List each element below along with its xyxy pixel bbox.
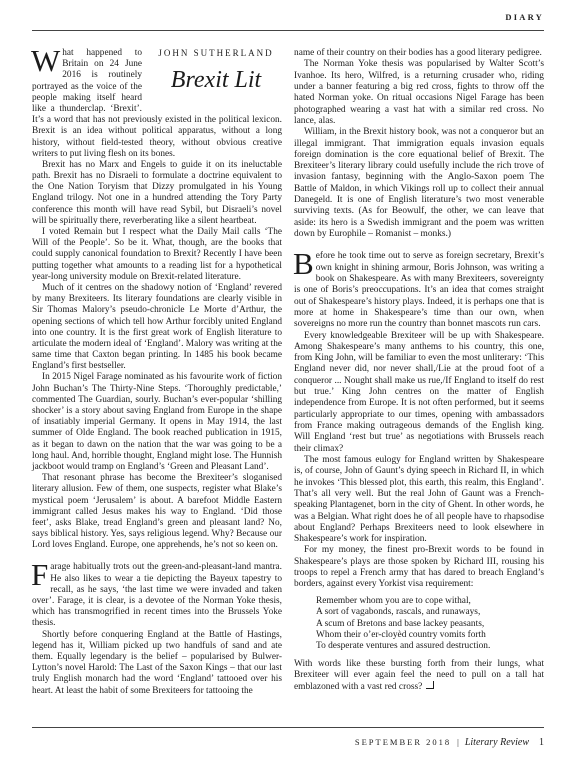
paragraph: Shortly before conquering England at the Battle of Hastings, legend has it, William picked up two handfuls of sand and ate them. Equally legendary is the belief – popularised by Bulwer-Lytton’s novel Harold: The Last of the Saxon Kings – that our last truly English monarch had the word ‘England’ tattooed over his heart. At least the habit of some Brexiteers for tattooing the — [32, 629, 282, 696]
paragraph: For my money, the finest pro-Brexit words to be found in Shakespeare’s plays are those spoken by Richard III, rousing his troops to repel a French army that has dared to breach England’s borders, against every Yorkist visa requirement: — [294, 545, 544, 590]
paragraph: The Norman Yoke thesis was popularised by Walter Scott’s Ivanhoe. Its hero, Wilfred, is a returning crusader who, riding under a banner featuring a big red cross, fights to throw off the hated Norman yoke. On ritual occasions Nigel Farage has been photographed wearing a vast hat with a similar red cross. No lance, alas. — [294, 59, 544, 126]
paragraph: Much of it centres on the shadowy notion of ‘England’ revered by many Brexiteers. Its literary foundations are clearly visible in Sir Thomas Malory’s pseudo-chronicle Le Morte d’Arthur, the opening sections of which tell how Arthur forcibly united England into one country. It is the first great work of English literature to articulate the modern ideal of ‘England’. Malory was writing at the same time that Caxton began printing. In 1485 his book became England’s first bestseller. — [32, 282, 282, 372]
paragraph: name of their country on their bodies has a good literary pedigree. — [294, 48, 542, 58]
verse-line: Remember whom you are to cope withal, — [316, 595, 471, 606]
bottom-rule — [32, 727, 544, 728]
paragraph: In 2015 Nigel Farage nominated as his favourite work of fiction John Buchan’s The Thirty-Nine Steps. ‘Thoroughly predictable,’ commented The Guardian, sourly. Buchan’s ever-popular ‘shilling shocker’ is a story about saving England from Europe in the shape of insatiably imperial Germany. It opens in May 1914, the last summer of Olde England. The book reached publication in 1915, as it began to dawn on the nation that the war was going to be a long haul. And, horrible thought, England might lose. The Hunnish jackboot would tramp on England’s ‘Green and Pleasant Land’. — [32, 372, 282, 472]
author-name: JOHN SUTHERLAND — [158, 48, 274, 58]
top-rule — [32, 30, 544, 31]
drop-cap: W — [31, 43, 61, 78]
issue-date: SEPTEMBER 2018 — [354, 737, 452, 747]
verse-line: A sort of vagabonds, rascals, and runaways, — [316, 607, 481, 618]
paragraph: That resonant phrase has become the Brexiteer’s sloganised literary allusion. Few of them, one suspects, register what Blake’s mystical poem ‘Jerusalem’ is about. A barefoot Middle Eastern immigrant called Jesus makes his way to England. ‘Did those feet’, asks Blake, tread England’s green and pleasant land? No, says biblical history. Yes, says religious legend. Why? Because our Lord loves England. Europe, one apprehends, he’s not so keen on. — [32, 473, 282, 551]
paragraph — [31, 43, 282, 160]
article-title: Brexit Lit — [170, 67, 262, 94]
drop-cap: B — [293, 246, 314, 282]
drop-cap: F — [31, 557, 49, 593]
verse-quote — [316, 596, 544, 653]
footer-separator: | — [457, 737, 459, 747]
paragraph-text: arage habitually trots out the green-and-pleasant-land mantra. He also likes to wear a tie depicting the Bayeux tapestry to recall, as he says, ‘the last time we were invaded and taken over’. Farage, it is clear, is a devotee of the Norman Yoke thesis, which has transmogrified in recent times into the Brussels Yoke thesis. — [32, 562, 282, 629]
paragraph — [293, 246, 544, 330]
section-break — [32, 551, 282, 562]
verse-line: Whom their o’er-cloyèd country vomits forth — [316, 629, 486, 640]
paragraph-text: hat happened to Britain on 24 June 2016 is routinely portrayed as the voice of the people making itself heard like a thunderclap. ‘Brexit’. It’s a word that has not previously existed in the political lexicon. Brexit is an idea without political apparatus, without a long history, without field-tested theory, without obvious creative writers to put living flesh on its bones. — [32, 48, 282, 159]
verse-line: To desperate ventures and assured destruction. — [316, 641, 491, 652]
paragraph — [294, 659, 544, 694]
section-break — [294, 240, 544, 251]
end-mark-icon — [426, 681, 434, 689]
right-column — [294, 48, 544, 694]
magazine-name: Literary Review — [464, 737, 529, 748]
byline-block — [150, 46, 282, 102]
paragraph — [31, 557, 282, 629]
paragraph: William, in the Brexit history book, was not a conqueror but an illegal immigrant. That immigration equals invasion equals foreign domination is the core equational belief of Brexit. The Brexiteer’s literary library could usefully include the rich trove of invasion fantasy, beginning with the Anglo-Saxon poem The Battle of Maldon, in which Vikings roll up to collect their annual Danegeld. It is one of English literature’s two most venerable surviving texts. (As for Beowulf, the other, we can leave that aside: its hero is a Swedish immigrant and the poem was written down by Europhile – Romanist – monks.) — [294, 127, 544, 239]
paragraph: The most famous eulogy for England written by Shakespeare is, of course, John of Gaunt’s dying speech in Richard II, in which he invokes ‘This blessed plot, this earth, this realm, this England’. That’s all very well. But the real John of Gaunt was a French-speaking Plantagenet, born in the city of Ghent. In other words, he was a Belgian. What right does he of all people have to rhapsodise about England? Perhaps Brexiteers need to look elsewhere in Shakespeare’s work for inspiration. — [294, 454, 544, 545]
paragraph: I voted Remain but I respect what the Daily Mail calls ‘The Will of the People’. So be it. What, though, are the books that could supply canonical foundation to Brexit? Recently I have been putting together what amounts to a reading list for a hypothetical year-long university module on Brexit-related literature. — [32, 227, 282, 282]
paragraph: Brexit has no Marx and Engels to guide it on its ineluctable path. Brexit has no Disraeli to formulate a doctrine equivalent to the One Nation Toryism that Dizzy promulgated in his Young England trilogy. Not one in a hundred attending the Tory Party conference this month will have read Sybil, but Disraeli’s novel will be spiritually there, reverberating like a silent heartbeat. — [32, 159, 282, 226]
page-number: 1 — [539, 737, 544, 748]
section-label: DIARY — [505, 12, 544, 22]
left-column — [31, 43, 282, 697]
page-footer — [355, 737, 544, 748]
paragraph: Every knowledgeable Brexiteer will be up with Shakespeare. Among Shakespeare’s many anthems to his country, this one, from King John, will be familiar to even the most unliterary: ‘This England never did, nor never shall,/Lie at the proud foot of a conqueror ... Nought shall make us rue,/If England to itself do rest but true.’ King John centres on the matter of English independence from Europe. It is not often performed, but it seems particularly appropriate to our times, opening with ambassadors from France making outrageous demands of the English king. Will England ‘rest but true’ as negotiations with Brussels reach their climax? — [294, 330, 544, 454]
paragraph-text: efore he took time out to serve as foreign secretary, Brexit’s own knight in shining armour, Boris Johnson, was writing a book on Shakespeare. As with many Brexiteers, sovereignty is one of Boris’s preoccupations. It’s an idea that comes straight out of Shakespeare’s history plays. Indeed, it is perhaps one that is more at home in Shakespeare’s time than our own, when sovereigns no more run the country than bonnet mascots run cars. — [294, 251, 544, 330]
paragraph-text: With words like these bursting forth from their lungs, what Brexiteer will ever again feel the need to pull on a tall hat emblazoned with a vast red cross? — [294, 658, 544, 693]
verse-line: A scum of Bretons and base lackey peasants, — [316, 618, 485, 629]
